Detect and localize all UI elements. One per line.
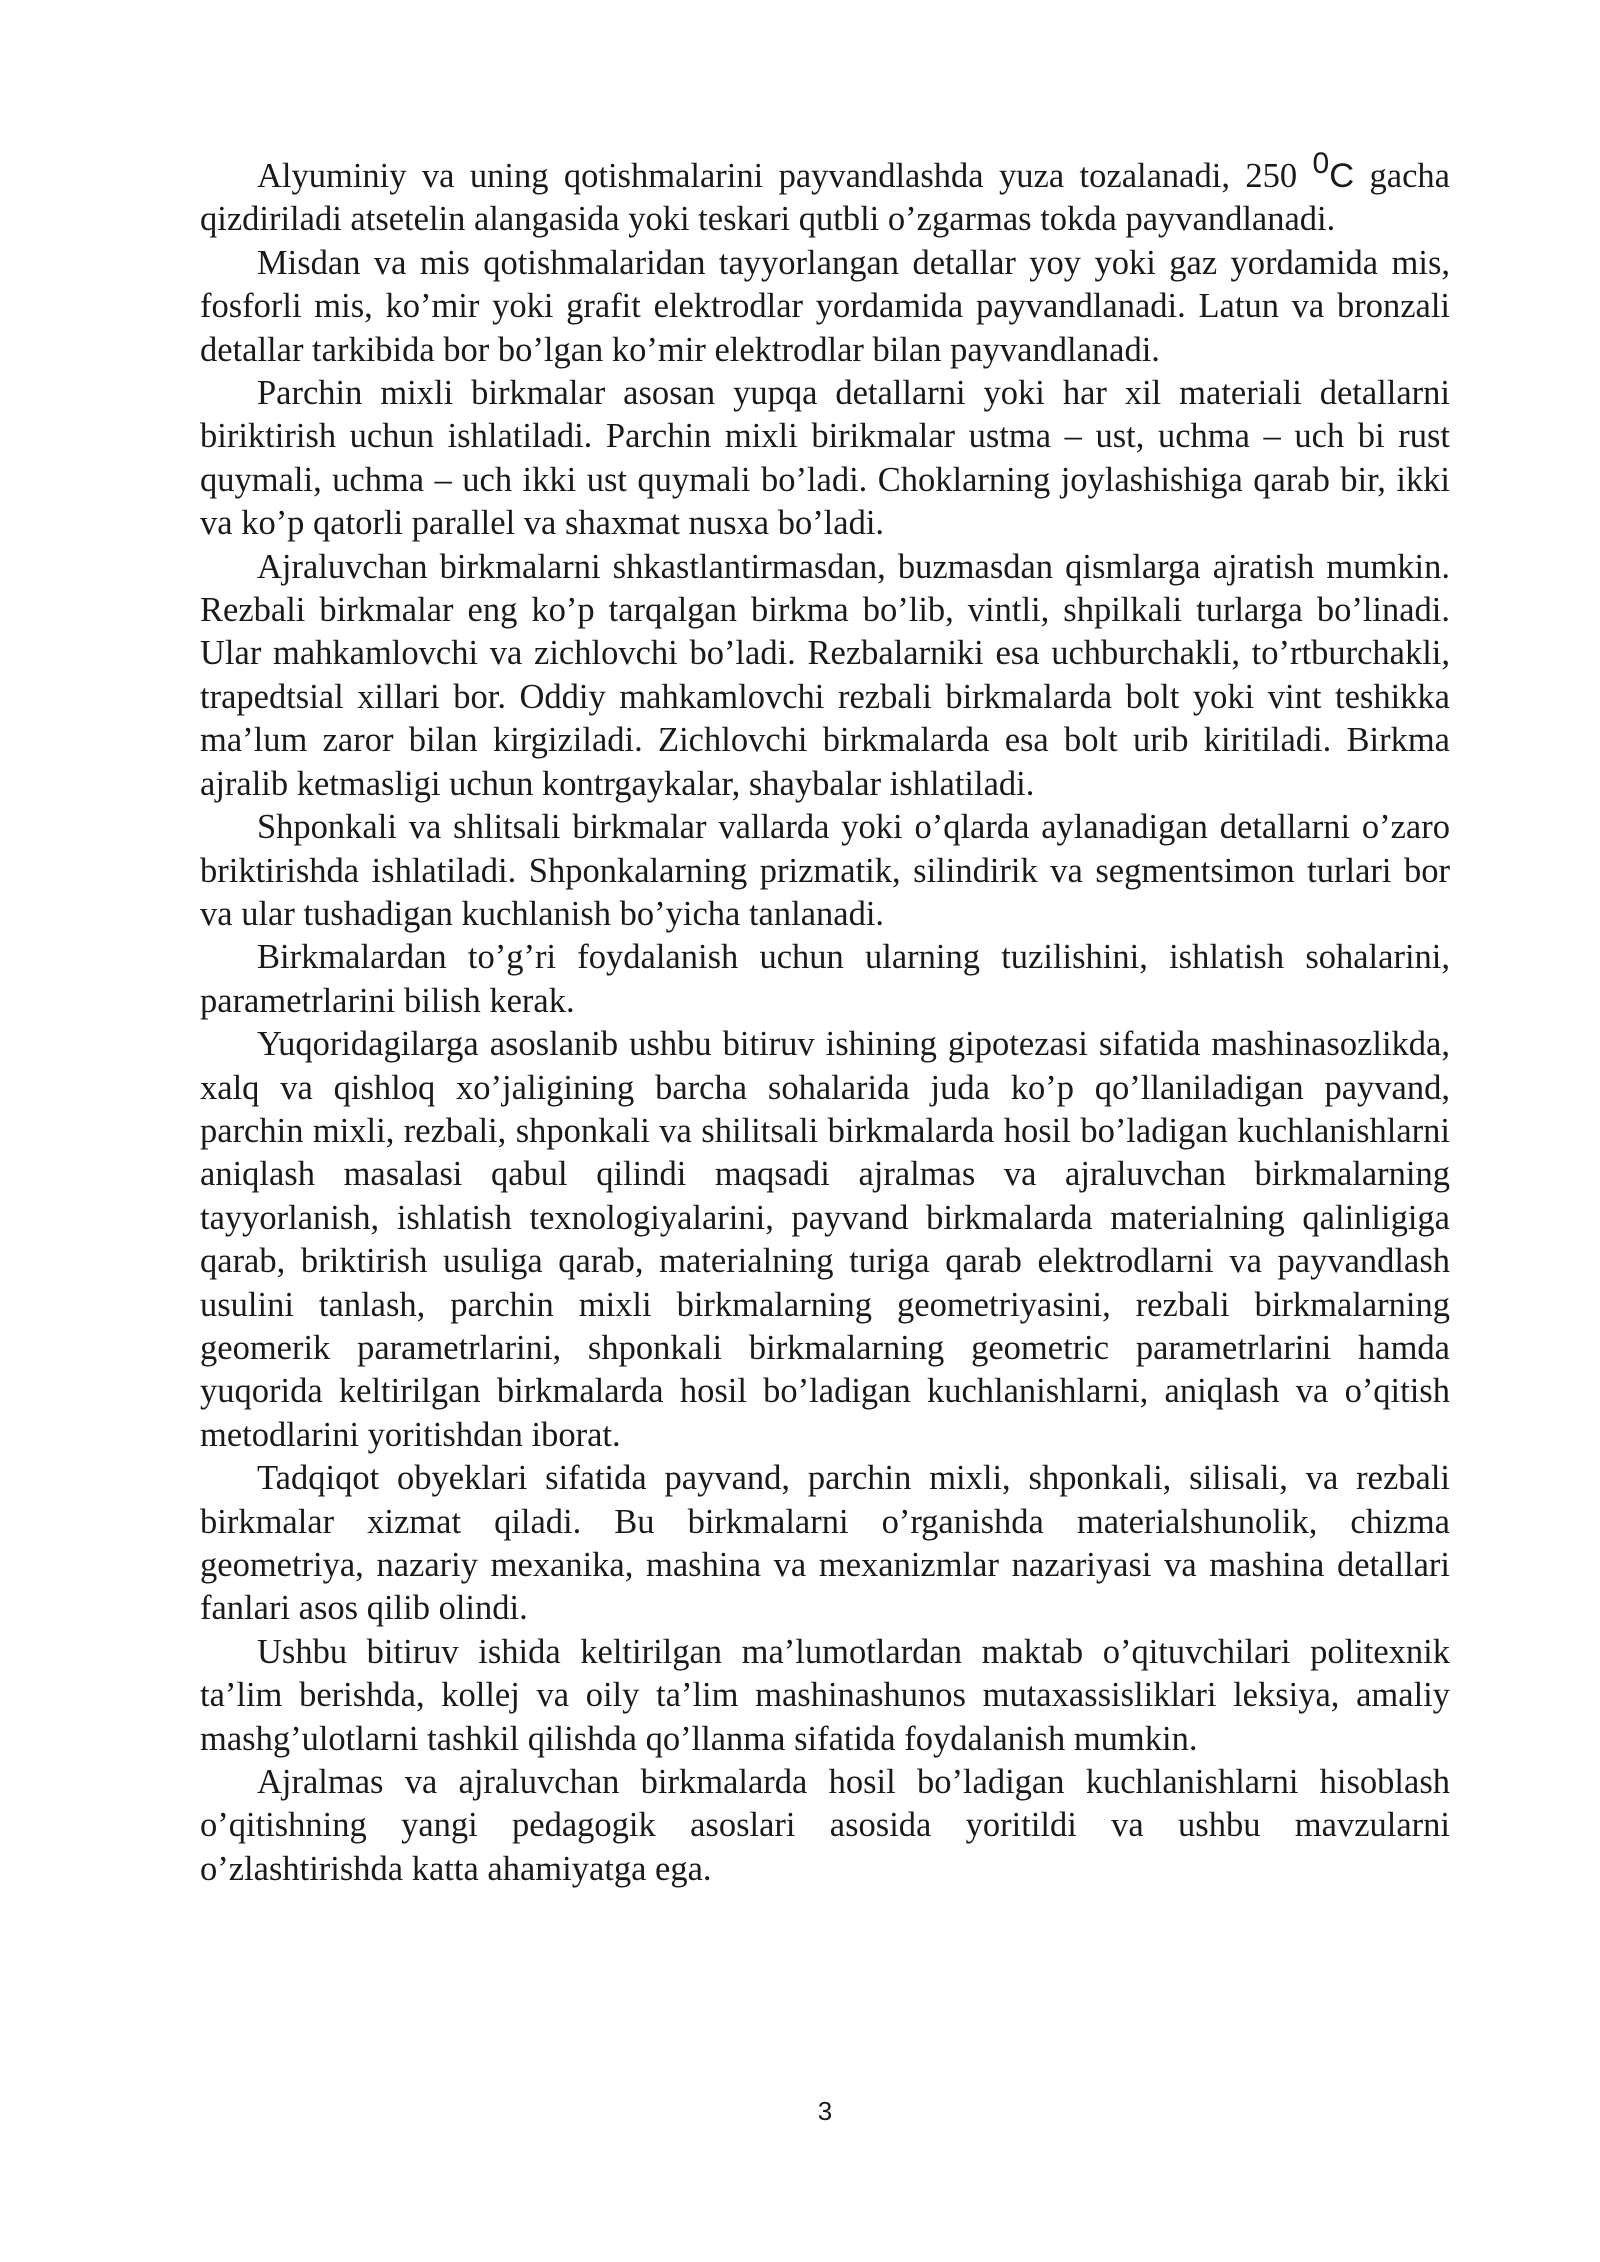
paragraph-research-objects: Tadqiqot obyeklari sifatida payvand, parchin mixli, shponkali, silisali, va rezbali birkmalar xizmat qiladi. Bu birkmalarni o’rganishda materialshunolik, chizma geometriya, nazariy mexanika, mashina va mexanizmlar nazariyasi va mashina detallari fanlari asos qilib olindi. [200,1459,1450,1628]
paragraph-conclusion: Ajralmas va ajraluvchan birkmalarda hosil bo’ladigan kuchlanishlarni hisoblash o’qitishning yangi pedagogik asoslari asosida yoritildi va ushbu mavzularni o’zlashtirishda katta ahamiyatga ega. [200,1763,1450,1888]
paragraph-key-spline-joints: Shponkali va shlitsali birkmalar vallarda yoki o’qlarda aylanadigan detallarni o’zaro briktirishda ishlatiladi. Shponkalarning prizmatik, silindirik va segmentsimon turlari bor va ular tushadigan kuchlanish bo’yicha tanlanadi. [200,808,1450,933]
page-number: 3 [817,2096,833,2126]
paragraph-detachable-joints: Ajraluvchan birkmalarni shkastlantirmasdan, buzmasdan qismlarga ajratish mumkin. Rezbali birkmalar eng ko’p tarqalgan birkma bo’lib, vintli, shpilkali turlarga bo’linadi. Ular mahkamlovchi va zichlovchi bo’ladi. Rezbalarniki esa uchburchakli, to’rtburchakli, trapedtsial xillari bor. Oddiy mahkamlovchi rezbali birkmalarda bolt yoki vint teshikka ma’lum zaror bilan kirgiziladi. Zichlovchi birkmalarda esa bolt urib kiritiladi. Birkma ajralib ketmasligi uchun kontrgaykalar, shaybalar ishlatiladi. [200,547,1450,803]
paragraph-aluminium-welding [200,147,1450,242]
paragraph-copper-welding: Misdan va mis qotishmalaridan tayyorlangan detallar yoy yoki gaz yordamida mis, fosforli mis, ko’mir yoki grafit elektrodlar yordamida payvandlanadi. Latun va bronzali detallar tarkibida bor bo’lgan ko’mir elektrodlar bilan payvandlanadi. [200,243,1450,369]
paragraph-correct-usage: Birkmalardan to’g’ri foydalanish uchun ularning tuzilishini, ishlatish sohalarini, parametrlarini bilish kerak. [200,938,1450,1020]
paragraph-text: Alyuminiy va uning qotishmalarini payvandlashda yuza tozalanadi, 250 [257,157,1313,195]
paragraph-text: gacha qizdiriladi atsetelin alangasida yoki teskari qutbli o’zgarmas tokda payvandlanadi. [200,157,1450,239]
paragraph-application: Ushbu bitiruv ishida keltirilgan ma’lumotlardan maktab o’qituvchilari politexnik ta’lim berishda, kollej va oily ta’lim mashinashunos mutaxassisliklari leksiya, amaliy mashg’ulotlarni tashkil qilishda qo’llanma sifatida foydalanish mumkin. [200,1632,1450,1758]
degree-superscript: 0 [1312,147,1330,180]
degree-unit: C [1329,157,1355,195]
paragraph-hypothesis: Yuqoridagilarga asoslanib ushbu bitiruv ishining gipotezasi sifatida mashinasozlikda, xalq va qishloq xo’jaligining barcha sohalarida juda ko’p qo’llaniladigan payvand, parchin mixli, rezbali, shponkali va shilitsali birkmalarda hosil bo’ladigan kuchlanishlarni aniqlash masalasi qabul qilindi maqsadi ajralmas va ajraluvchan birkmalarning tayyorlanish, ishlatish texnologiyalarini, payvand birkmalarda materialning qalinligiga qarab, briktirish usuliga qarab, materialning turiga qarab elektrodlarni va payvandlash usulini tanlash, parchin mixli birkmalarning geometriyasini, rezbali birkmalarning geomerik parametrlarini, shponkali birkmalarning geometric parametrlarini hamda yuqorida keltirilgan birkmalarda hosil bo’ladigan kuchlanishlarni, aniqlash va o’qitish metodlarini yoritishdan iborat. [200,1025,1450,1454]
paragraph-riveted-joints: Parchin mixli birkmalar asosan yupqa detallarni yoki har xil materiali detallarni biriktirish uchun ishlatiladi. Parchin mixli birikmalar ustma – ust, uchma – uch bi rust quymali, uchma – uch ikki ust quymali bo’ladi. Choklarning joylashishiga qarab bir, ikki va ko’p qatorli parallel va shaxmat nusxa bo’ladi. [200,374,1450,543]
body-text [200,147,1450,1891]
